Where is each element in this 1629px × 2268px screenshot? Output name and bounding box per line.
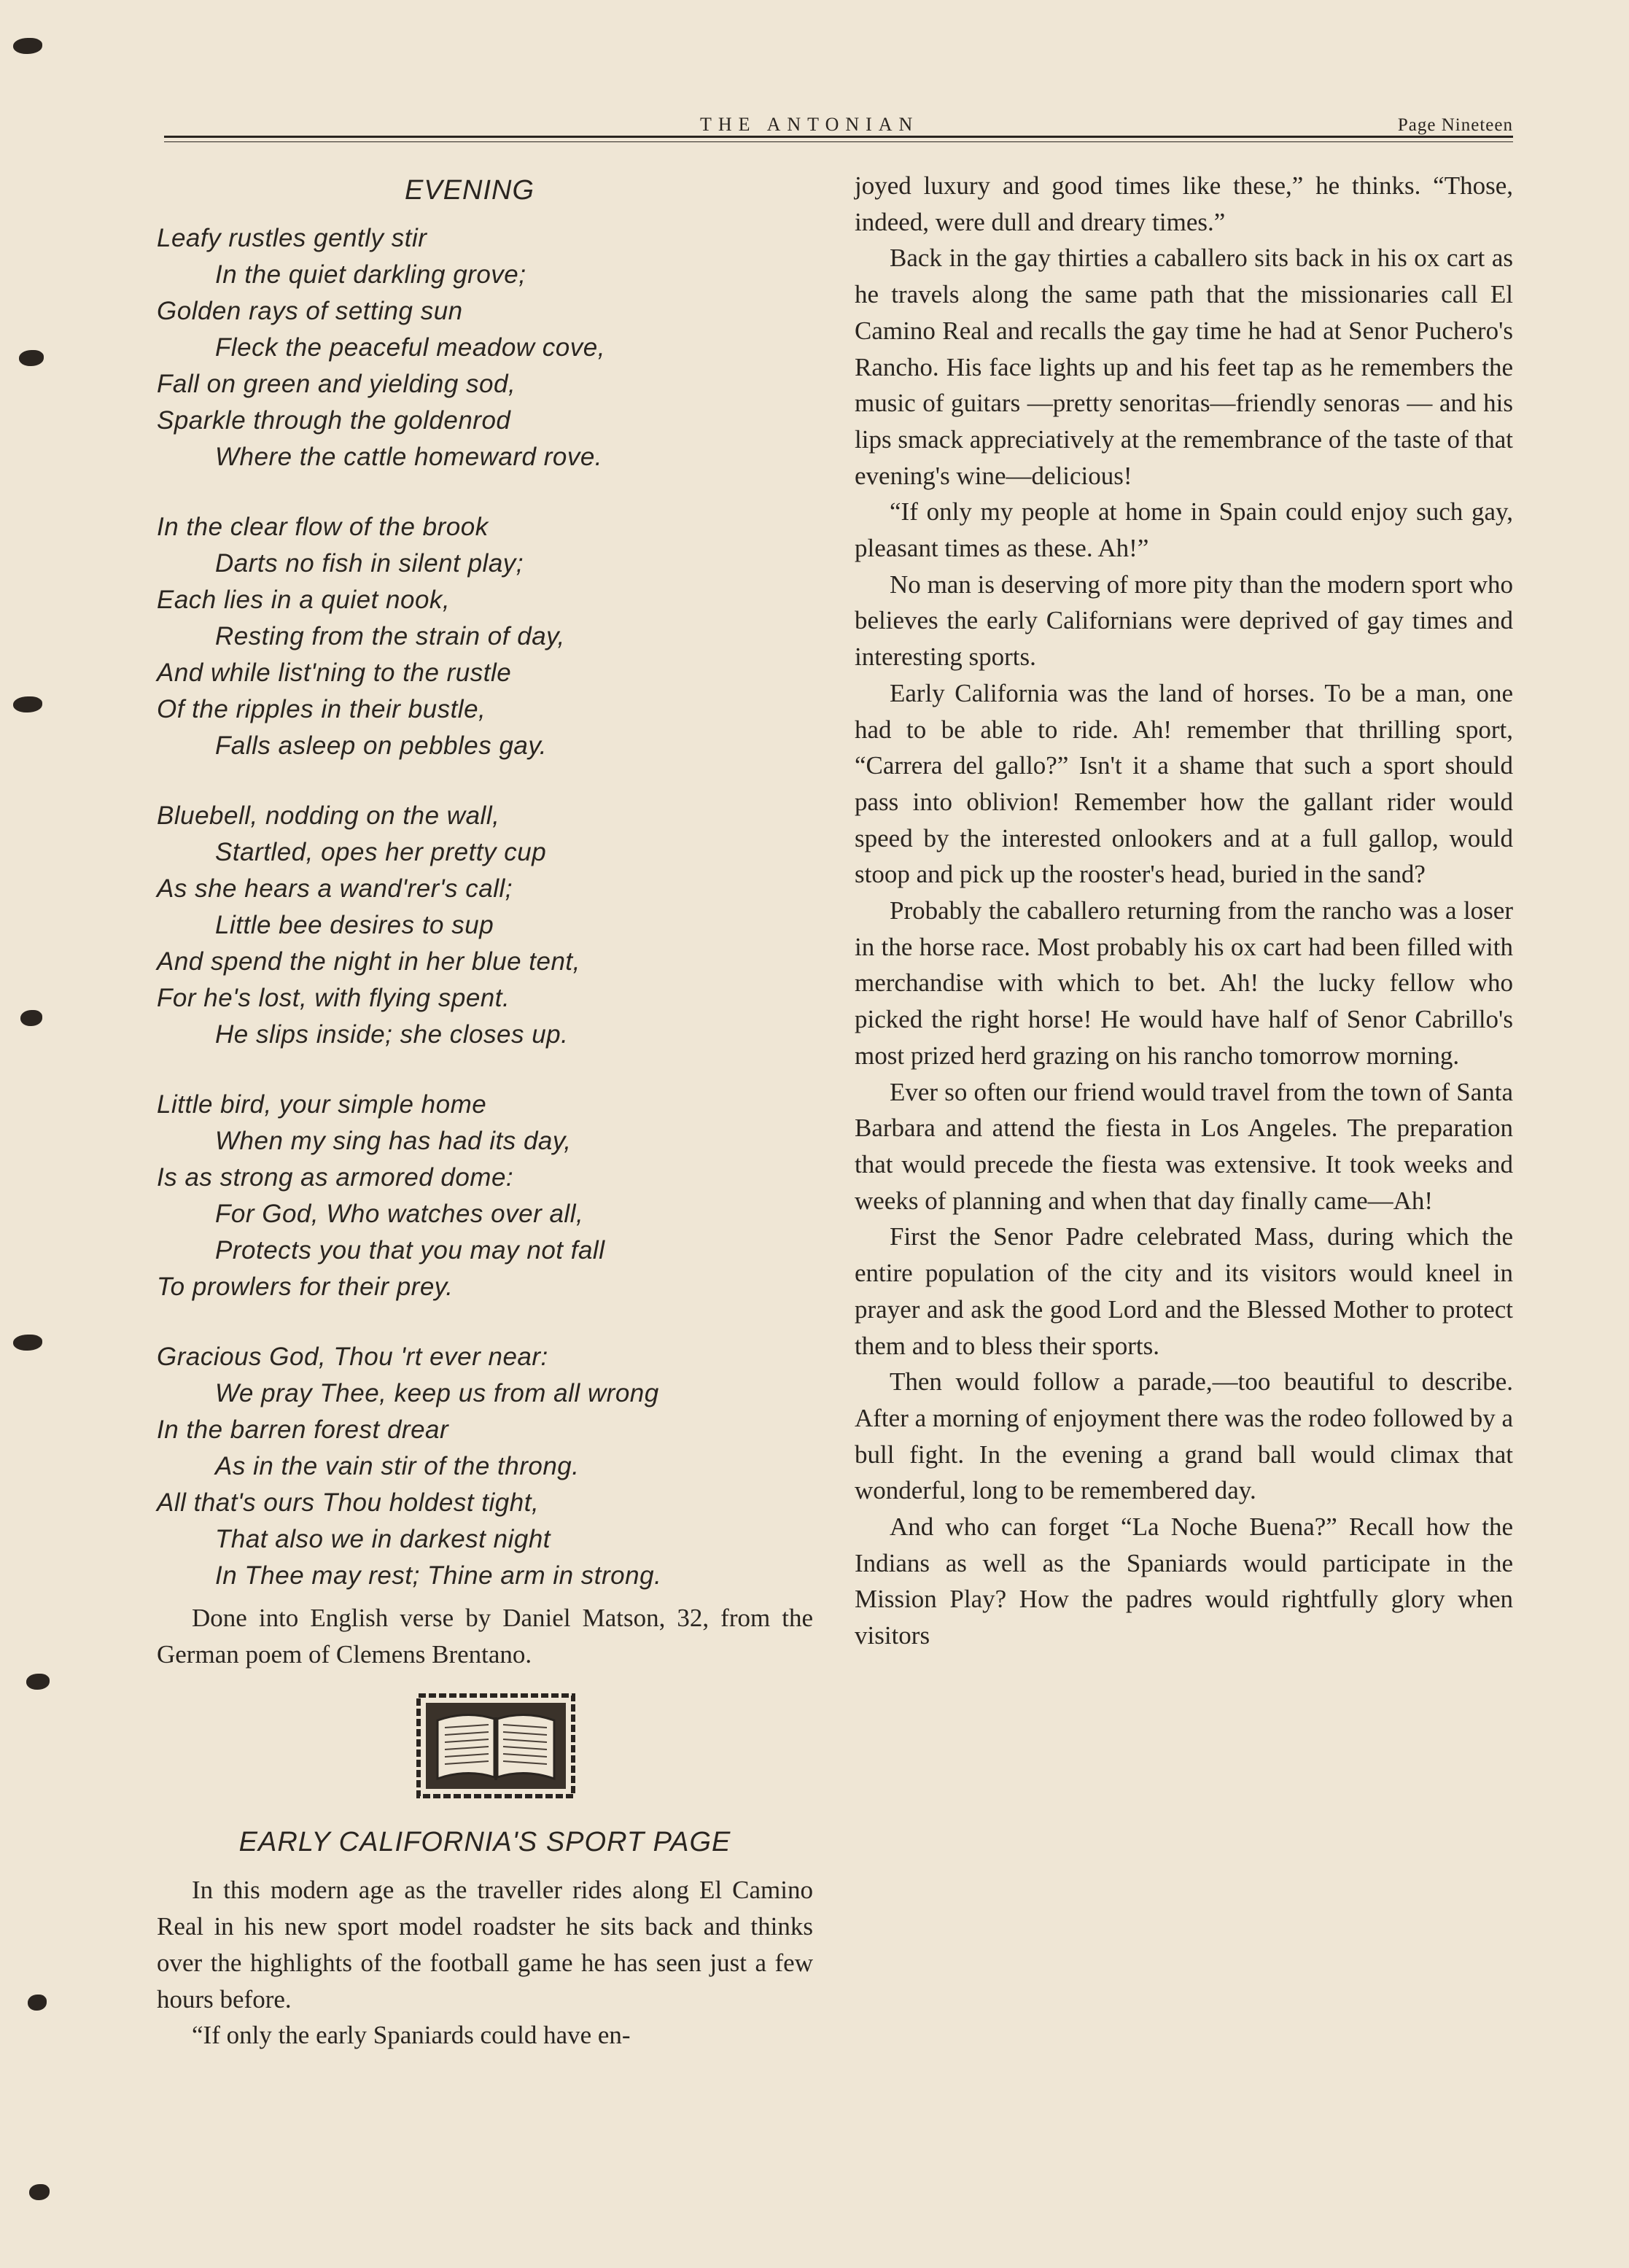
poem-line: Golden rays of setting sun xyxy=(157,297,463,325)
article-paragraph: Early California was the land of horses. To be a man, one had to be able to ride. Ah! remember that thrilling sport, “Carrera del gallo?” Isn't it a shame that such a sport should pass into oblivion! Remember how the gallant rider would speed by the interested onlookers and at a full gallop, would stoop and pick up the rooster's head, buried in the sand? xyxy=(855,678,1513,889)
poem-line: All that's ours Thou holdest tight, xyxy=(157,1488,540,1517)
poem-stanza xyxy=(157,1087,813,1305)
poem-line: For he's lost, with flying spent. xyxy=(157,984,510,1012)
poem-title: EVENING xyxy=(405,175,535,206)
poem-line: Of the ripples in their bustle, xyxy=(157,695,486,723)
poem-line: In the clear flow of the brook xyxy=(157,513,489,541)
poem-line: We pray Thee, keep us from all wrong xyxy=(215,1379,659,1407)
binding-hole xyxy=(20,1010,42,1026)
poem-credit: Done into English verse by Daniel Matson, 32, from the German poem of Clemens Brentano. xyxy=(157,1604,813,1669)
poem-line: In the barren forest drear xyxy=(157,1415,449,1444)
poem-line: Little bee desires to sup xyxy=(215,911,494,939)
binding-hole xyxy=(29,2184,50,2200)
poem-stanza xyxy=(157,798,813,1053)
poem-line: Fleck the peaceful meadow cove, xyxy=(215,333,605,362)
poem-line: To prowlers for their prey. xyxy=(157,1273,454,1301)
article-paragraph: “If only my people at home in Spain could enjoy such gay, pleasant times as these. Ah!” xyxy=(855,497,1513,563)
poem-line: And while list'ning to the rustle xyxy=(157,659,512,687)
article-paragraph: “If only the early Spaniards could have en- xyxy=(192,2021,631,2050)
open-book-icon xyxy=(416,1691,576,1801)
poem-line: Startled, opes her pretty cup xyxy=(215,838,547,866)
poem-line: Is as strong as armored dome: xyxy=(157,1163,514,1192)
poem-line: Darts no fish in silent play; xyxy=(215,549,524,578)
binding-hole xyxy=(13,696,42,712)
poem-line: In Thee may rest; Thine arm in strong. xyxy=(215,1561,662,1590)
article-paragraph: Ever so often our friend would travel from the town of Santa Barbara and attend the fiesta in Los Angeles. The preparation that would precede the fiesta was extensive. It took weeks and weeks of planning and when that day finally came—Ah! xyxy=(855,1077,1513,1215)
poem-line: For God, Who watches over all, xyxy=(215,1200,584,1228)
poem-line: Fall on green and yielding sod, xyxy=(157,370,516,398)
header-rule xyxy=(164,136,1513,138)
poem-line: When my sing has had its day, xyxy=(215,1127,572,1155)
binding-hole xyxy=(13,38,42,54)
poem-line: Each lies in a quiet nook, xyxy=(157,586,451,614)
poem-line: Protects you that you may not fall xyxy=(215,1236,605,1265)
poem-line: In the quiet darkling grove; xyxy=(215,260,526,289)
article-paragraph: No man is deserving of more pity than the modern sport who believes the early Californians were deprived of gay times and interesting sports. xyxy=(855,570,1513,672)
poem-line: As she hears a wand'rer's call; xyxy=(157,874,513,903)
poem-line: That also we in darkest night xyxy=(215,1525,551,1553)
binding-hole xyxy=(13,1335,42,1351)
poem-line: Leafy rustles gently stir xyxy=(157,224,427,252)
running-title: THE ANTONIAN xyxy=(700,114,920,135)
poem-line: Falls asleep on pebbles gay. xyxy=(215,731,548,760)
poem-line: Gracious God, Thou 'rt ever near: xyxy=(157,1343,548,1371)
article-paragraph: And who can forget “La Noche Buena?” Recall how the Indians as well as the Spaniards would participate in the Mission Play? How the padres would rightfully glory when visitors xyxy=(855,1512,1513,1650)
article-paragraph: joyed luxury and good times like these,” he thinks. “Those, indeed, were dull and dreary times.” xyxy=(855,171,1513,236)
poem-line: Sparkle through the goldenrod xyxy=(157,406,511,435)
article-paragraph: In this modern age as the traveller rides along El Camino Real in his new sport model roadster he sits back and thinks over the highlights of the football game he has seen just a few hours before. xyxy=(157,1876,813,2013)
right-column xyxy=(855,168,1513,1654)
article-paragraph: Probably the caballero returning from the rancho was a loser in the horse race. Most probably his ox cart had been filled with merchandise with which to bet. Ah! the lucky fellow who picked the right horse! He would have half of Senor Cabrillo's most prized herd grazing on his rancho tomorrow morning. xyxy=(855,896,1513,1070)
poem-stanza xyxy=(157,509,813,764)
header-rule xyxy=(164,141,1513,142)
article-title: EARLY CALIFORNIA'S SPORT PAGE xyxy=(238,1827,731,1858)
poem-line: Little bird, your simple home xyxy=(157,1090,487,1119)
article-paragraph: Back in the gay thirties a caballero sits back in his ox cart as he travels along the same path that the missionaries call El Camino Real and recalls the gay time he had at Senor Puchero's Rancho. His face lights up and his feet tap as he remembers the music of guitars —pretty senoritas—friendly senoras — and his lips smack appreciatively at the remembrance of the taste of that evening's wine—delicious! xyxy=(855,244,1513,490)
binding-hole xyxy=(19,350,44,366)
poem-line: He slips inside; she closes up. xyxy=(215,1020,569,1049)
page-number: Page Nineteen xyxy=(1397,115,1513,135)
binding-hole xyxy=(28,1995,47,2011)
poem-stanza xyxy=(157,220,813,475)
poem-line: Bluebell, nodding on the wall, xyxy=(157,801,500,830)
poem-line: And spend the night in her blue tent, xyxy=(157,947,580,976)
poem-line: Where the cattle homeward rove. xyxy=(215,443,603,471)
article-paragraph: First the Senor Padre celebrated Mass, during which the entire population of the city and its visitors would kneel in prayer and ask the good Lord and the Blessed Mother to protect them and to bless their sports. xyxy=(855,1222,1513,1360)
poem-line: Resting from the strain of day, xyxy=(215,622,565,651)
poem-stanza xyxy=(157,1339,813,1594)
binding-hole xyxy=(26,1674,50,1690)
poem-line: As in the vain stir of the throng. xyxy=(215,1452,580,1480)
left-column xyxy=(157,168,813,2054)
article-paragraph: Then would follow a parade,—too beautiful to describe. After a morning of enjoyment there was the rodeo followed by a bull fight. In the evening a grand ball would climax that wonderful, long to be remembered day. xyxy=(855,1367,1513,1505)
